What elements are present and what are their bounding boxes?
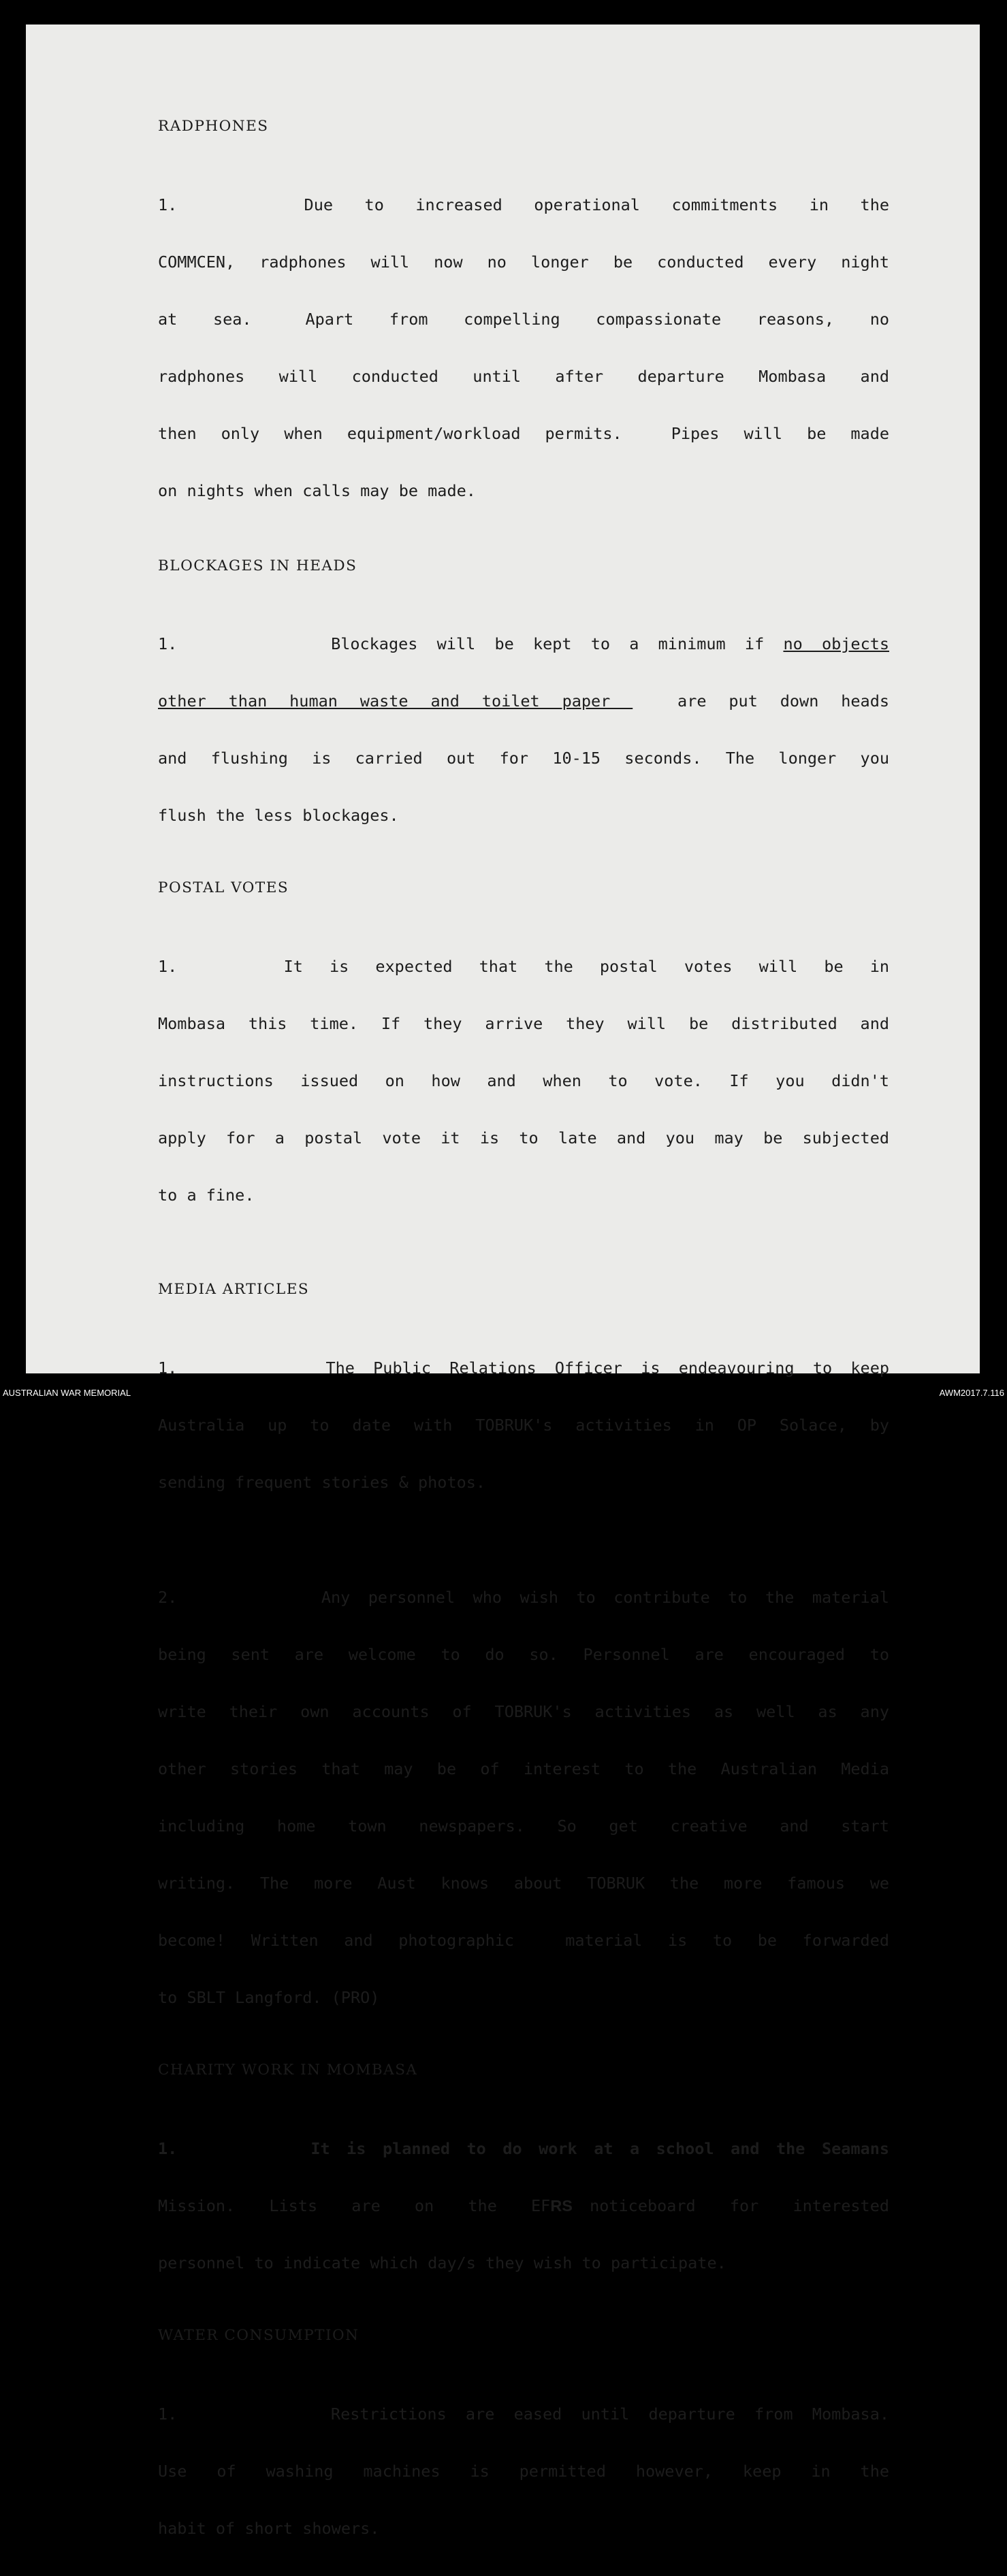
text-line: 1. Restrictions are eased until departure from Mombasa. [158,2404,889,2424]
text-line: COMMCEN, radphones will now no longer be conducted every night [158,252,889,272]
section-heading: RADPHONES [158,118,269,135]
text-line: including home town newspapers. So get creative and start [158,1816,889,1836]
paragraph [158,596,889,863]
text-line: to a fine. [158,1186,255,1205]
text-line: radphones will conducted until after departure Mombasa and [158,367,889,386]
text-line: at sea. Apart from compelling compassionate reasons, no [158,310,889,329]
text-line: 1. It is planned to do work at a school and the Seamans [158,2139,889,2158]
paragraph [158,157,889,538]
text-line: 1. Blockages will be kept to a minimum if no objects [158,634,890,653]
section-postal-votes [158,879,889,1243]
paragraph [158,919,889,1243]
text-line: 1. The Public Relations Officer is endeavouring to keep [158,1358,889,1377]
section-radphones [158,117,889,538]
text-line: Mission. Lists are on the EFRS noticeboard for interested [158,2196,889,2215]
text-line: sending frequent stories & photos. [158,1473,486,1492]
paragraph [158,2101,889,2311]
footer-credit: AUSTRALIAN WAR MEMORIAL [3,1388,131,1398]
section-charity-work [158,2061,889,2311]
text-line: writing. The more Aust knows about TOBRUK the more famous we [158,1874,889,1893]
text-line: become! Written and photographic material is to be forwarded [158,1931,889,1950]
text-line: flush the less blockages. [158,806,399,825]
text-line: being sent are welcome to do so. Personnel are encouraged to [158,1645,889,1664]
paragraph [158,1320,889,1530]
section-heading: POSTAL VOTES [158,879,289,896]
handwritten-annotation: RS [550,2197,573,2215]
section-heading: CHARITY WORK IN MOMBASA [158,2061,418,2078]
text-line: Australia up to date with TOBRUK's activities in OP Solace, by [158,1416,889,1435]
document-body [158,117,889,2576]
paragraph [158,1550,889,2045]
text-line: habit of short showers. [158,2519,380,2538]
section-water-consumption [158,2326,889,2576]
section-blockages [158,557,889,863]
section-heading: MEDIA ARTICLES [158,1281,310,1298]
text-line: to SBLT Langford. (PRO) [158,1988,380,2007]
text-line: 1. Due to increased operational commitments in the [158,195,889,214]
text-line: Use of washing machines is permitted however, keep in the [158,2462,889,2481]
text-line: Mombasa this time. If they arrive they will be distributed and [158,1014,889,1033]
text-line: personnel to indicate which day/s they wish to participate. [158,2253,726,2272]
section-heading: WATER CONSUMPTION [158,2327,359,2344]
text-line: and flushing is carried out for 10-15 seconds. The longer you [158,749,889,768]
section-heading: BLOCKAGES IN HEADS [158,557,357,574]
text-line: write their own accounts of TOBRUK's activities as well as any [158,1702,889,1721]
paragraph [158,2366,889,2576]
text-line: on nights when calls may be made. [158,481,476,500]
text-line: apply for a postal vote it is to late and you may be subjected [158,1128,889,1147]
footer-reference: AWM2017.7.116 [939,1388,1004,1398]
text-line: other stories that may be of interest to the Australian Media [158,1759,889,1778]
text-line: then only when equipment/workload permits. Pipes will be made [158,424,889,443]
text-line: 1. It is expected that the postal votes will be in [158,957,889,976]
text-line: other than human waste and toilet paper are put down heads [158,691,889,711]
text-line: 2. Any personnel who wish to contribute to the material [158,1588,889,1607]
text-line: instructions issued on how and when to vote. If you didn't [158,1071,889,1090]
section-media-articles [158,1280,889,2045]
